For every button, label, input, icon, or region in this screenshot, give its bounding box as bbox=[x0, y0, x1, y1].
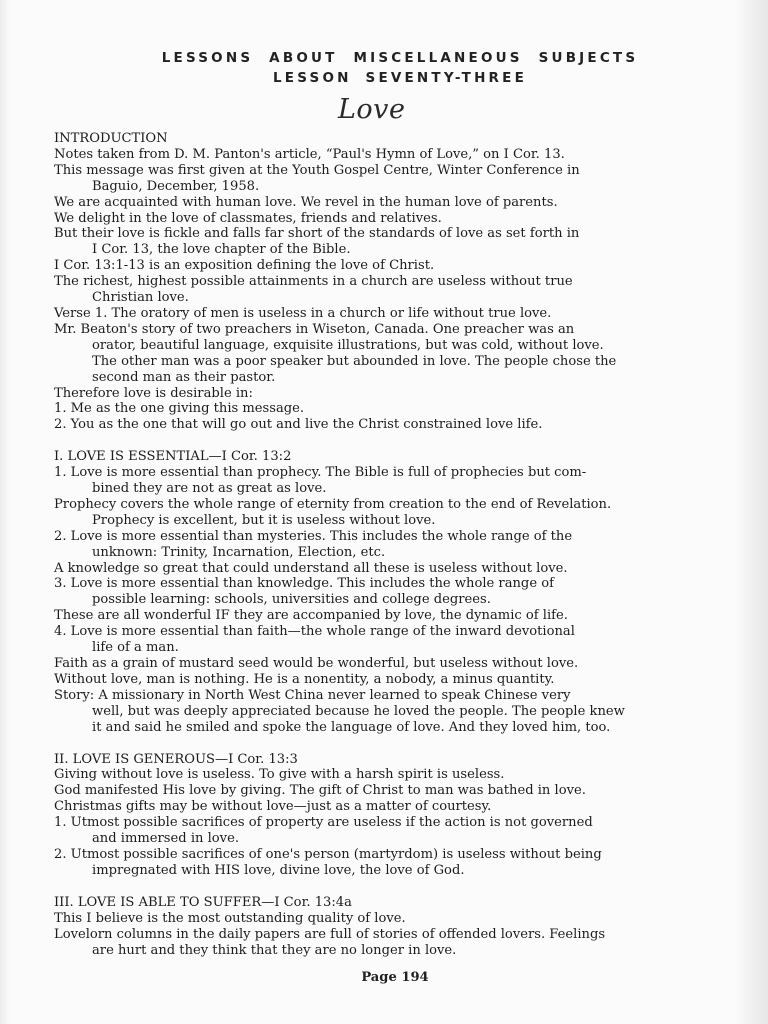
text-line: life of a man. bbox=[92, 640, 179, 656]
text-line: second man as their pastor. bbox=[92, 369, 276, 385]
text-line: The richest, highest possible attainments in a church are useless without true bbox=[54, 274, 573, 290]
text-line: Therefore love is desirable in: bbox=[54, 385, 253, 401]
text-line: Giving without love is useless. To give with a harsh spirit is useless. bbox=[54, 767, 505, 783]
section-title: LESSONS ABOUT MISCELLANEOUS SUBJECTS bbox=[161, 50, 639, 66]
text-line: Lovelorn columns in the daily papers are full of stories of offended lovers. Feelings bbox=[54, 926, 606, 942]
text-line: God manifested His love by giving. The gift of Christ to man was bathed in love. bbox=[54, 783, 586, 799]
text-line: impregnated with HIS love, divine love, the love of God. bbox=[92, 862, 465, 878]
list-item: 4. Love is more essential than faith—the whole range of the inward devotional bbox=[54, 624, 575, 640]
list-item: 2. Love is more essential than mysteries. This includes the whole range of the bbox=[54, 528, 573, 544]
text-line: We are acquainted with human love. We revel in the human love of parents. bbox=[54, 194, 558, 210]
text-line: Story: A missionary in North West China never learned to speak Chinese very bbox=[54, 687, 571, 703]
text-line: But their love is fickle and falls far short of the standards of love as set forth in bbox=[54, 226, 580, 242]
lesson-topic-title: Love bbox=[338, 94, 406, 125]
text-line: The other man was a poor speaker but abounded in love. The people chose the bbox=[92, 353, 617, 369]
page-number: Page 194 bbox=[361, 970, 429, 985]
text-line: are hurt and they think that they are no longer in love. bbox=[92, 942, 457, 958]
text-line: This I believe is the most outstanding quality of love. bbox=[54, 910, 406, 926]
text-line: I Cor. 13, the love chapter of the Bible. bbox=[92, 242, 351, 258]
lesson-number: LESSON SEVENTY-THREE bbox=[272, 70, 528, 86]
section-heading-generous: II. LOVE IS GENEROUS—I Cor. 13:3 bbox=[54, 751, 298, 767]
text-line: well, but was deeply appreciated because he loved the people. The people knew bbox=[92, 703, 625, 719]
page-header bbox=[0, 48, 768, 88]
text-line: unknown: Trinity, Incarnation, Election, etc. bbox=[92, 544, 386, 560]
list-item: 1. Love is more essential than prophecy. The Bible is full of prophecies but com- bbox=[54, 465, 587, 481]
text-line: possible learning: schools, universities and college degrees. bbox=[92, 592, 491, 608]
text-line: Without love, man is nothing. He is a nonentity, a nobody, a minus quantity. bbox=[54, 671, 555, 687]
text-line: These are all wonderful IF they are accompanied by love, the dynamic of life. bbox=[54, 608, 568, 624]
text-line: bined they are not as great as love. bbox=[92, 481, 327, 497]
text-line: Notes taken from D. M. Panton's article, “Paul's Hymn of Love,” on I Cor. 13. bbox=[54, 146, 565, 162]
list-item: 2. You as the one that will go out and live the Christ constrained love life. bbox=[54, 417, 543, 433]
list-item: 1. Utmost possible sacrifices of property are useless if the action is not governed bbox=[54, 815, 593, 831]
list-item: 3. Love is more essential than knowledge. This includes the whole range of bbox=[54, 576, 554, 592]
text-line: A knowledge so great that could understand all these is useless without love. bbox=[54, 560, 568, 576]
section-heading-essential: I. LOVE IS ESSENTIAL—I Cor. 13:2 bbox=[54, 449, 292, 465]
intro-heading: INTRODUCTION bbox=[54, 131, 168, 146]
list-item: 2. Utmost possible sacrifices of one's person (martyrdom) is useless without being bbox=[54, 846, 602, 862]
text-line: Prophecy covers the whole range of eternity from creation to the end of Revelation. bbox=[54, 496, 612, 512]
text-line: Faith as a grain of mustard seed would be wonderful, but useless without love. bbox=[54, 656, 579, 671]
section-heading-suffer: III. LOVE IS ABLE TO SUFFER—I Cor. 13:4a bbox=[54, 894, 352, 910]
list-item: 1. Me as the one giving this message. bbox=[54, 401, 305, 417]
text-line: Prophecy is excellent, but it is useless without love. bbox=[92, 512, 436, 528]
text-line: Verse 1. The oratory of men is useless in a church or life without true love. bbox=[54, 305, 552, 321]
text-line: I Cor. 13:1-13 is an exposition defining the love of Christ. bbox=[54, 258, 435, 274]
scan-edge-left bbox=[0, 0, 10, 1024]
lesson-body bbox=[54, 131, 758, 958]
text-line: orator, beautiful language, exquisite illustrations, but was cold, without love. bbox=[92, 337, 604, 353]
text-line: it and said he smiled and spoke the language of love. And they loved him, too. bbox=[92, 719, 611, 735]
text-line: This message was first given at the Youth Gospel Centre, Winter Conference in bbox=[54, 162, 580, 178]
text-line: Christian love. bbox=[92, 290, 189, 306]
text-line: Christmas gifts may be without love—just as a matter of courtesy. bbox=[54, 799, 492, 815]
text-line: and immersed in love. bbox=[92, 831, 239, 847]
text-line: Baguio, December, 1958. bbox=[92, 178, 260, 194]
text-line: We delight in the love of classmates, friends and relatives. bbox=[54, 210, 442, 226]
text-line: Mr. Beaton's story of two preachers in Wiseton, Canada. One preacher was an bbox=[54, 321, 575, 337]
